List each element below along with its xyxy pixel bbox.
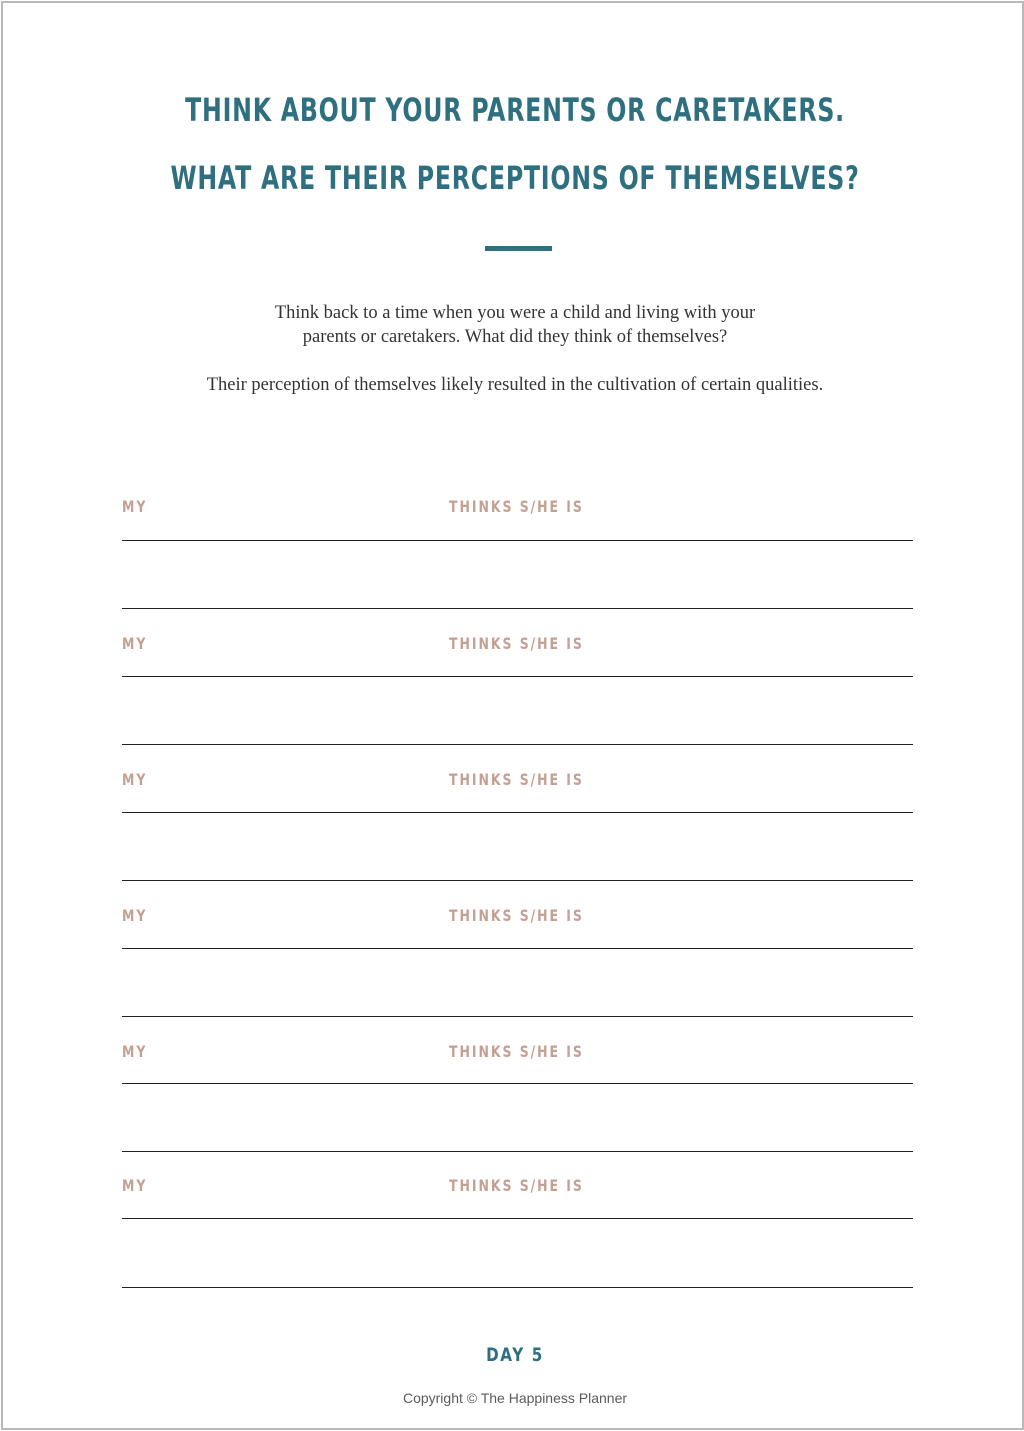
- row-1-answer-line-2[interactable]: [122, 608, 913, 609]
- row-6-thinks-label: THINKS S/HE IS: [449, 1176, 584, 1195]
- page-title-line-2: WHAT ARE THEIR PERCEPTIONS OF THEMSELVES?: [170, 159, 860, 197]
- row-3-answer-line-1[interactable]: [122, 812, 913, 813]
- row-2-answer-line-2[interactable]: [122, 744, 913, 745]
- row-2-my-label: MY: [122, 634, 148, 653]
- row-3-thinks-label: THINKS S/HE IS: [449, 770, 584, 789]
- row-4-answer-line-2[interactable]: [122, 1016, 913, 1017]
- row-3-my-label: MY: [122, 770, 148, 789]
- row-1-answer-line-1[interactable]: [122, 540, 913, 541]
- day-label: DAY 5: [486, 1344, 544, 1366]
- row-4-thinks-label: THINKS S/HE IS: [449, 906, 584, 925]
- row-5-answer-line-2[interactable]: [122, 1151, 913, 1152]
- copyright-notice: Copyright © The Happiness Planner: [402, 1390, 628, 1406]
- row-2-answer-line-1[interactable]: [122, 676, 913, 677]
- row-4-my-label: MY: [122, 906, 148, 925]
- row-4-answer-line-1[interactable]: [122, 948, 913, 949]
- row-2-thinks-label: THINKS S/HE IS: [449, 634, 584, 653]
- row-1-thinks-label: THINKS S/HE IS: [449, 497, 584, 516]
- row-5-my-label: MY: [122, 1042, 148, 1061]
- intro-text-line-3: Their perception of themselves likely resulted in the cultivation of certain qualities.: [206, 375, 824, 395]
- row-5-answer-line-1[interactable]: [122, 1083, 913, 1084]
- row-5-thinks-label: THINKS S/HE IS: [449, 1042, 584, 1061]
- row-3-answer-line-2[interactable]: [122, 880, 913, 881]
- row-6-answer-line-1[interactable]: [122, 1218, 913, 1219]
- title-divider: [485, 246, 552, 251]
- row-1-my-label: MY: [122, 497, 148, 516]
- intro-text-line-2: parents or caretakers. What did they think of themselves?: [302, 327, 728, 347]
- row-6-answer-line-2[interactable]: [122, 1287, 913, 1288]
- intro-text-line-1: Think back to a time when you were a child and living with your: [274, 303, 756, 323]
- worksheet-page: [1, 1, 1024, 1430]
- row-6-my-label: MY: [122, 1176, 148, 1195]
- page-title-line-1: THINK ABOUT YOUR PARENTS OR CARETAKERS.: [185, 91, 845, 129]
